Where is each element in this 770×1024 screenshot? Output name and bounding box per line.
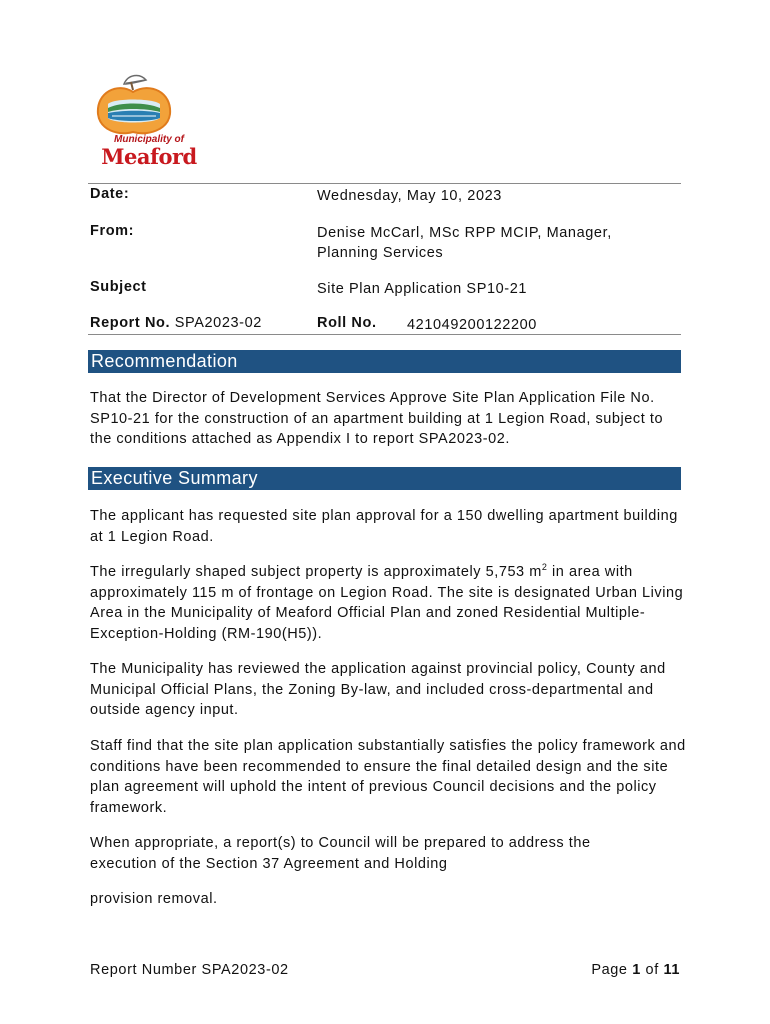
from-value-line2: Planning Services [317,245,444,261]
subject-value: Site Plan Application SP10-21 [317,281,528,297]
footer-page-indicator [591,962,680,978]
executive-summary-heading: Executive Summary [88,467,681,490]
from-value-line1: Denise McCarl, MSc RPP MCIP, Manager, [317,225,612,241]
summary-paragraph-3: The Municipality has reviewed the application against provincial policy, County and Municipal Official Plans, the Zoning By-law, and included cross-departmental and outside agency input. [90,661,666,718]
page-of: of [645,962,659,978]
summary-paragraph-2-end: in area with approximately 115 m of frontage on Legion Road. The site is designated Urban Living Area in the Municipality of Meaford Official Plan and zoned Residential Multiple-Exception-Holding (RM-190(H5)). [90,564,684,642]
subject-label: Subject [90,279,147,295]
date-label: Date: [90,186,130,202]
page-total: 11 [663,962,680,978]
date-value: Wednesday, May 10, 2023 [317,188,502,204]
page-prefix: Page [591,962,628,978]
page-current: 1 [632,962,641,978]
recommendation-heading: Recommendation [88,350,681,373]
report-number-value: SPA2023-02 [174,315,262,331]
report-number-row [90,315,262,331]
summary-paragraph-5-line1: When appropriate, a report(s) to Council will be prepared to address the [90,835,591,851]
municipality-logo [88,74,210,170]
roll-number-value: 421049200122200 [407,317,537,333]
logo-subtitle: Municipality of [114,134,184,145]
summary-paragraph-2-start: The irregularly shaped subject property is approximately 5,753 m [90,564,542,580]
roll-number-label: Roll No. [317,315,377,331]
header-rule-bottom [88,334,681,335]
superscript-2: 2 [541,562,548,573]
summary-paragraph-5-line2: execution of the Section 37 Agreement and Holding [90,855,448,872]
summary-paragraph-5 [90,833,686,874]
logo-name: Meaford [101,144,197,169]
apple-logo-graphic [88,74,210,138]
from-label: From: [90,223,135,239]
recommendation-text: That the Director of Development Services Approve Site Plan Application File No. SP10-21 for the construction of an apartment building at 1 Legion Road, subject to the conditions attached as Appendix I to report SPA2023-02. [90,390,664,447]
summary-paragraph-6: provision removal. [90,891,218,907]
summary-paragraph-1: The applicant has requested site plan approval for a 150 dwelling apartment building at 1 Legion Road. [90,508,678,545]
footer-report-number: Report Number SPA2023-02 [90,962,289,978]
report-number-label: Report No. [90,315,171,331]
summary-paragraph-4: Staff find that the site plan application substantially satisfies the policy framework and conditions have been recommended to ensure the final detailed design and the site plan agreement will uphold the intent of previous Council decisions and the policy framework. [90,738,686,816]
header-rule-top [88,183,681,184]
summary-paragraph-2 [90,562,686,644]
